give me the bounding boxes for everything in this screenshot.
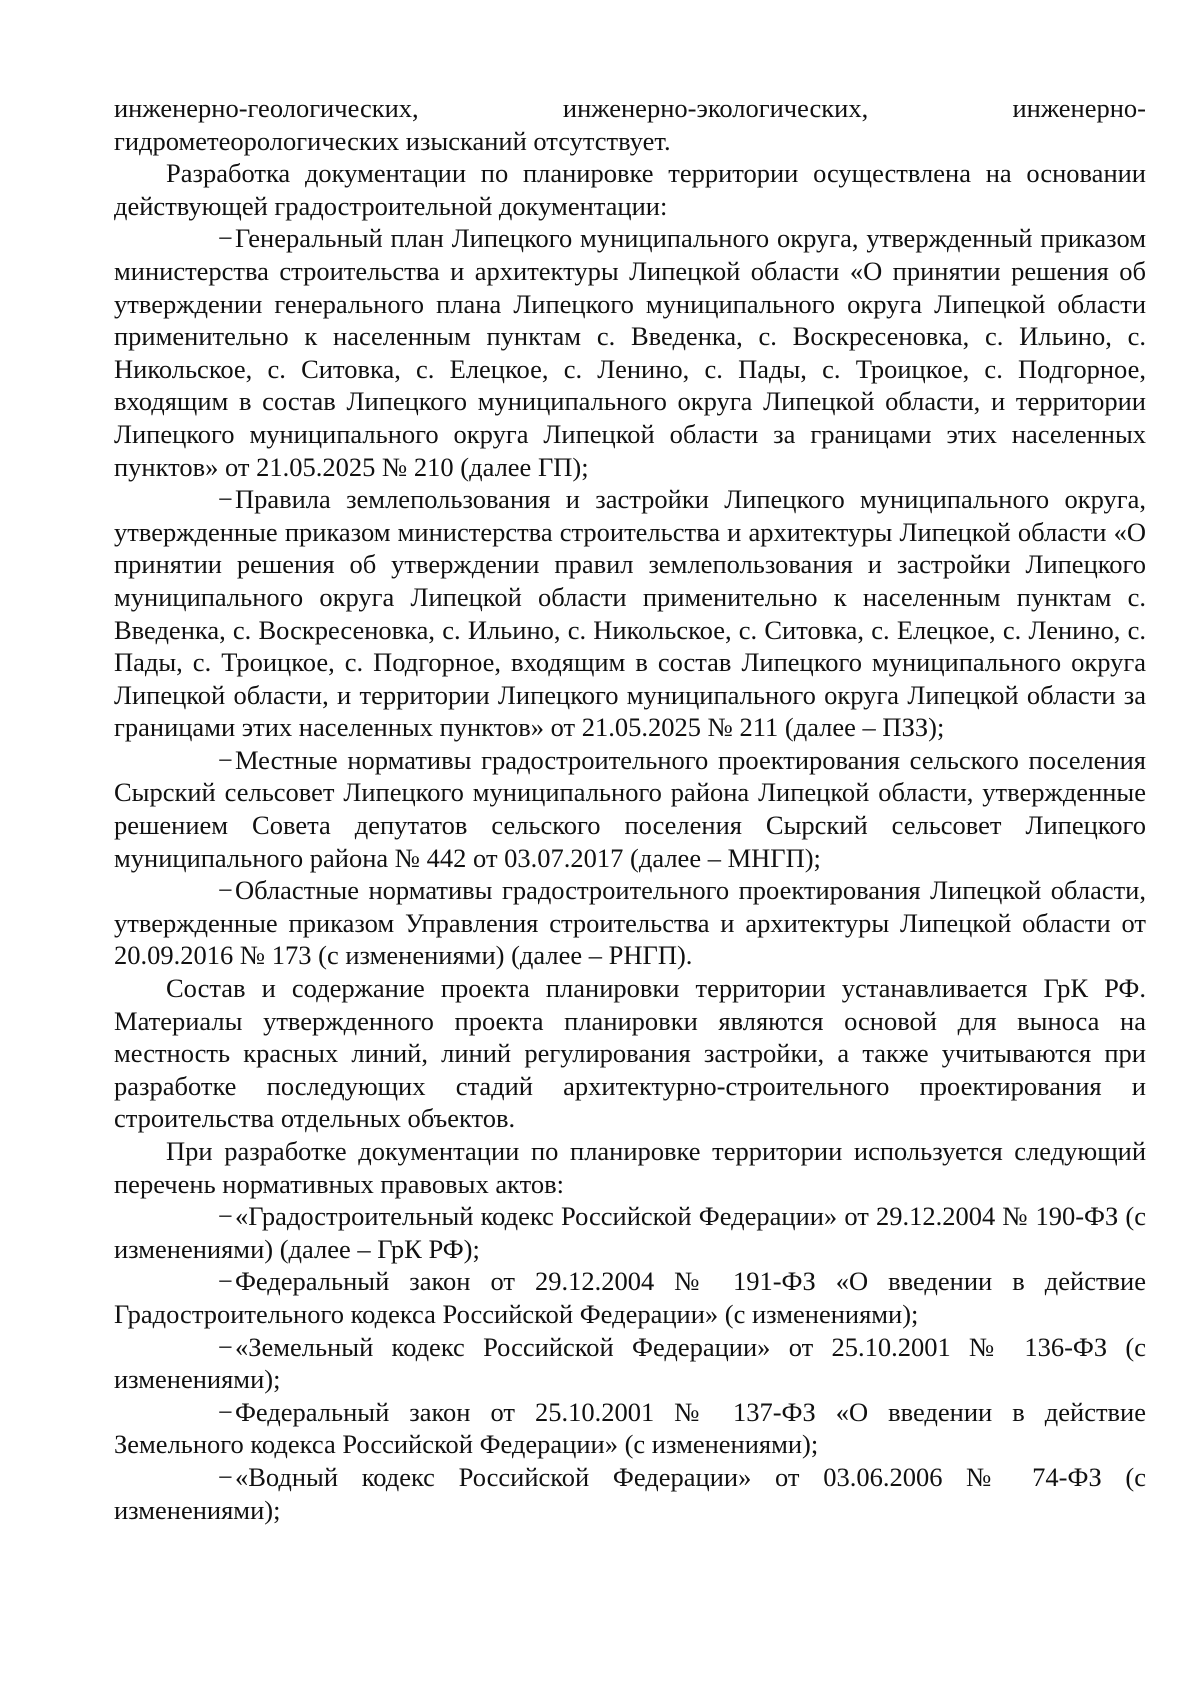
paragraph-text: инженерно-геологических, инженерно-экологических, инженерно-гидрометеорологических изысканий отсутствует. <box>114 93 1146 156</box>
paragraph-project-composition <box>114 972 1146 1135</box>
list-item-text: Генеральный план Липецкого муниципального округа, утвержденный приказом министерства строительства и архитектуры Липецкой области «О принятии решения об утверждении генерального плана Липецкого муниципального округа Липецкой области применительно к населенным пунктам с. Введенка, с. Воскресеновка, с. Ильино, с. Никольское, с. Ситовка, с. Елецкое, с. Ленино, с. Пады, с. Троицкое, с. Подгорное, входящим в состав Липецкого муниципального округа Липецкой области, и территории Липецкого муниципального округа Липецкой области за границами этих населенных пунктов» от 21.05.2025 № 210 (далее ГП); <box>114 223 1146 482</box>
document-page <box>114 92 1146 1526</box>
list-item-water-code <box>114 1461 1146 1526</box>
dash-bullet: − <box>218 875 233 906</box>
list-item-text: Федеральный закон от 25.10.2001 № 137-ФЗ «О введении в действие Земельного кодекса Российской Федерации» (с изменениями); <box>114 1396 1146 1460</box>
list-item-text: «Водный кодекс Российской Федерации» от 03.06.2006 № 74-ФЗ (с изменениями); <box>114 1461 1146 1525</box>
dash-bullet: − <box>218 484 233 515</box>
paragraph-survey-note <box>114 92 1146 157</box>
paragraph-basis-intro <box>114 157 1146 222</box>
paragraph-text: При разработке документации по планировке территории используется следующий перечень нормативных правовых актов: <box>114 1136 1146 1199</box>
dash-bullet: − <box>218 1201 233 1232</box>
list-item-federal-law-191 <box>114 1265 1146 1330</box>
list-item-text: Областные нормативы градостроительного проектирования Липецкой области, утвержденные приказом Управления строительства и архитектуры Липецкой области от 20.09.2016 № 173 (с изменениями) (далее – РНГП). <box>114 875 1146 971</box>
list-item-text: «Градостроительный кодекс Российской Федерации» от 29.12.2004 № 190-ФЗ (с изменениями) (далее – ГрК РФ); <box>114 1201 1146 1264</box>
paragraph-legal-acts-intro <box>114 1135 1146 1200</box>
list-item-text: Федеральный закон от 29.12.2004 № 191-ФЗ «О введении в действие Градостроительного кодекса Российской Федерации» (с изменениями); <box>114 1266 1146 1329</box>
dash-bullet: − <box>218 223 233 254</box>
list-item-text: «Земельный кодекс Российской Федерации» от 25.10.2001 № 136-ФЗ (с изменениями); <box>114 1331 1146 1395</box>
list-item-land-code <box>114 1331 1146 1396</box>
paragraph-text: Состав и содержание проекта планировки территории устанавливается ГрК РФ. Материалы утвержденного проекта планировки являются основой для выноса на местность красных линий, линий регулирования застройки, а также учитываются при разработке последующих стадий архитектурно-строительного проектирования и строительства отдельных объектов. <box>114 973 1146 1134</box>
dash-bullet: − <box>218 1461 233 1492</box>
list-item-federal-law-137 <box>114 1396 1146 1461</box>
dash-bullet: − <box>218 744 233 775</box>
dash-bullet: − <box>218 1266 233 1297</box>
list-item-text: Местные нормативы градостроительного проектирования сельского поселения Сырский сельсовет Липецкого муниципального района Липецкой области, утвержденные решением Совета депутатов сельского поселения Сырский сельсовет Липецкого муниципального района № 442 от 03.07.2017 (далее – МНГП); <box>114 744 1146 873</box>
dash-bullet: − <box>218 1331 233 1362</box>
list-item-local-standards <box>114 744 1146 874</box>
dash-bullet: − <box>218 1396 233 1427</box>
list-item-land-use-rules <box>114 483 1146 744</box>
list-item-regional-standards <box>114 874 1146 972</box>
list-item-text: Правила землепользования и застройки Липецкого муниципального округа, утвержденные приказом министерства строительства и архитектуры Липецкой области «О принятии решения об утверждении правил землепользования и застройки Липецкого муниципального округа Липецкой области применительно к населенным пунктам с. Введенка, с. Воскресеновка, с. Ильино, с. Никольское, с. Ситовка, с. Елецкое, с. Ленино, с. Пады, с. Троицкое, с. Подгорное, входящим в состав Липецкого муниципального округа Липецкой области, и территории Липецкого муниципального округа Липецкой области за границами этих населенных пунктов» от 21.05.2025 № 211 (далее – ПЗЗ); <box>114 484 1146 743</box>
list-item-urban-planning-code <box>114 1200 1146 1265</box>
list-item-general-plan <box>114 222 1146 483</box>
paragraph-text: Разработка документации по планировке территории осуществлена на основании действующей градостроительной документации: <box>114 158 1146 221</box>
